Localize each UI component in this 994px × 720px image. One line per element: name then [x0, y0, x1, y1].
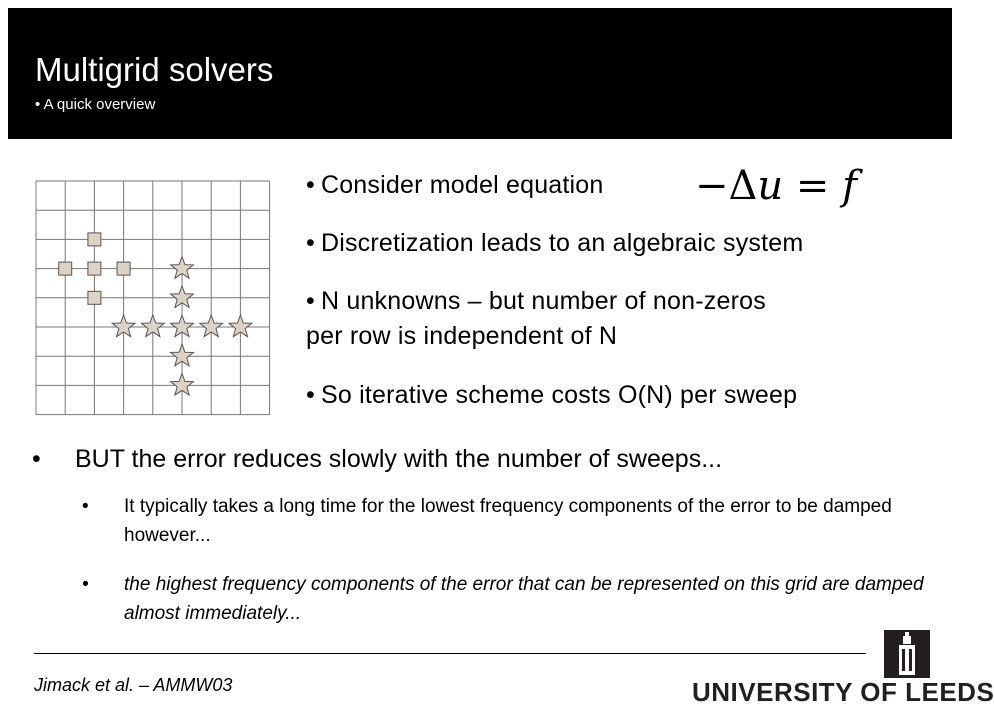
stencil-node-square [59, 262, 72, 275]
bullet-text: N unknowns – but number of non-zeros [320, 287, 766, 315]
university-logo-text: UNIVERSITY OF LEEDS [692, 677, 994, 707]
bullet-dot: • [82, 496, 89, 517]
slide-title: Multigrid solvers [35, 51, 274, 88]
bullet-dot: • [32, 445, 41, 473]
footer-divider [34, 653, 866, 654]
sub-bullet-text: It typically takes a long time for the lowest frequency components of the error to be damped however... [124, 496, 892, 546]
parkinson-tower-icon [884, 630, 930, 678]
bullet-dot: • [306, 287, 315, 315]
bullet-unknowns [306, 285, 766, 318]
equation-delta: Δ [728, 163, 758, 209]
sub-bullet-text: the highest frequency components of the error that can be represented on this grid are damped almost immediately... [124, 574, 924, 624]
grid-lines [36, 181, 270, 415]
stencil-node-square [88, 262, 101, 275]
footer-citation: Jimack et al. – AMMW03 [34, 675, 233, 695]
bullet-text: So iterative scheme costs O(N) per sweep [320, 381, 798, 409]
equation-f: f [842, 163, 857, 209]
bullet-dot: • [82, 574, 89, 595]
equation-u: u [757, 163, 784, 209]
bullet-text: Consider model equation [320, 171, 604, 199]
main-bullet-text: BUT the error reduces slowly with the number of sweeps... [75, 445, 723, 473]
bullet-dot: • [306, 381, 315, 409]
bullet-dot: • [306, 229, 315, 257]
stencil-node-square [117, 262, 130, 275]
bullet-text: Discretization leads to an algebraic system [320, 229, 804, 257]
bullet-text: per row is independent of N [306, 322, 618, 350]
bullet-unknowns-continued [306, 320, 617, 353]
five-point-stencil [59, 233, 130, 304]
bullet-discretization [306, 227, 803, 260]
equation-equals: = [795, 163, 830, 209]
bullet-iterative-cost [306, 379, 797, 412]
model-equation [695, 164, 857, 208]
slide-subtitle: • A quick overview [35, 96, 156, 113]
equation-minus: − [695, 163, 729, 209]
bullet-model-equation [306, 169, 604, 202]
stencil-node-square [88, 233, 101, 246]
bullet-dot: • [306, 171, 315, 199]
stencil-node-square [88, 291, 101, 304]
